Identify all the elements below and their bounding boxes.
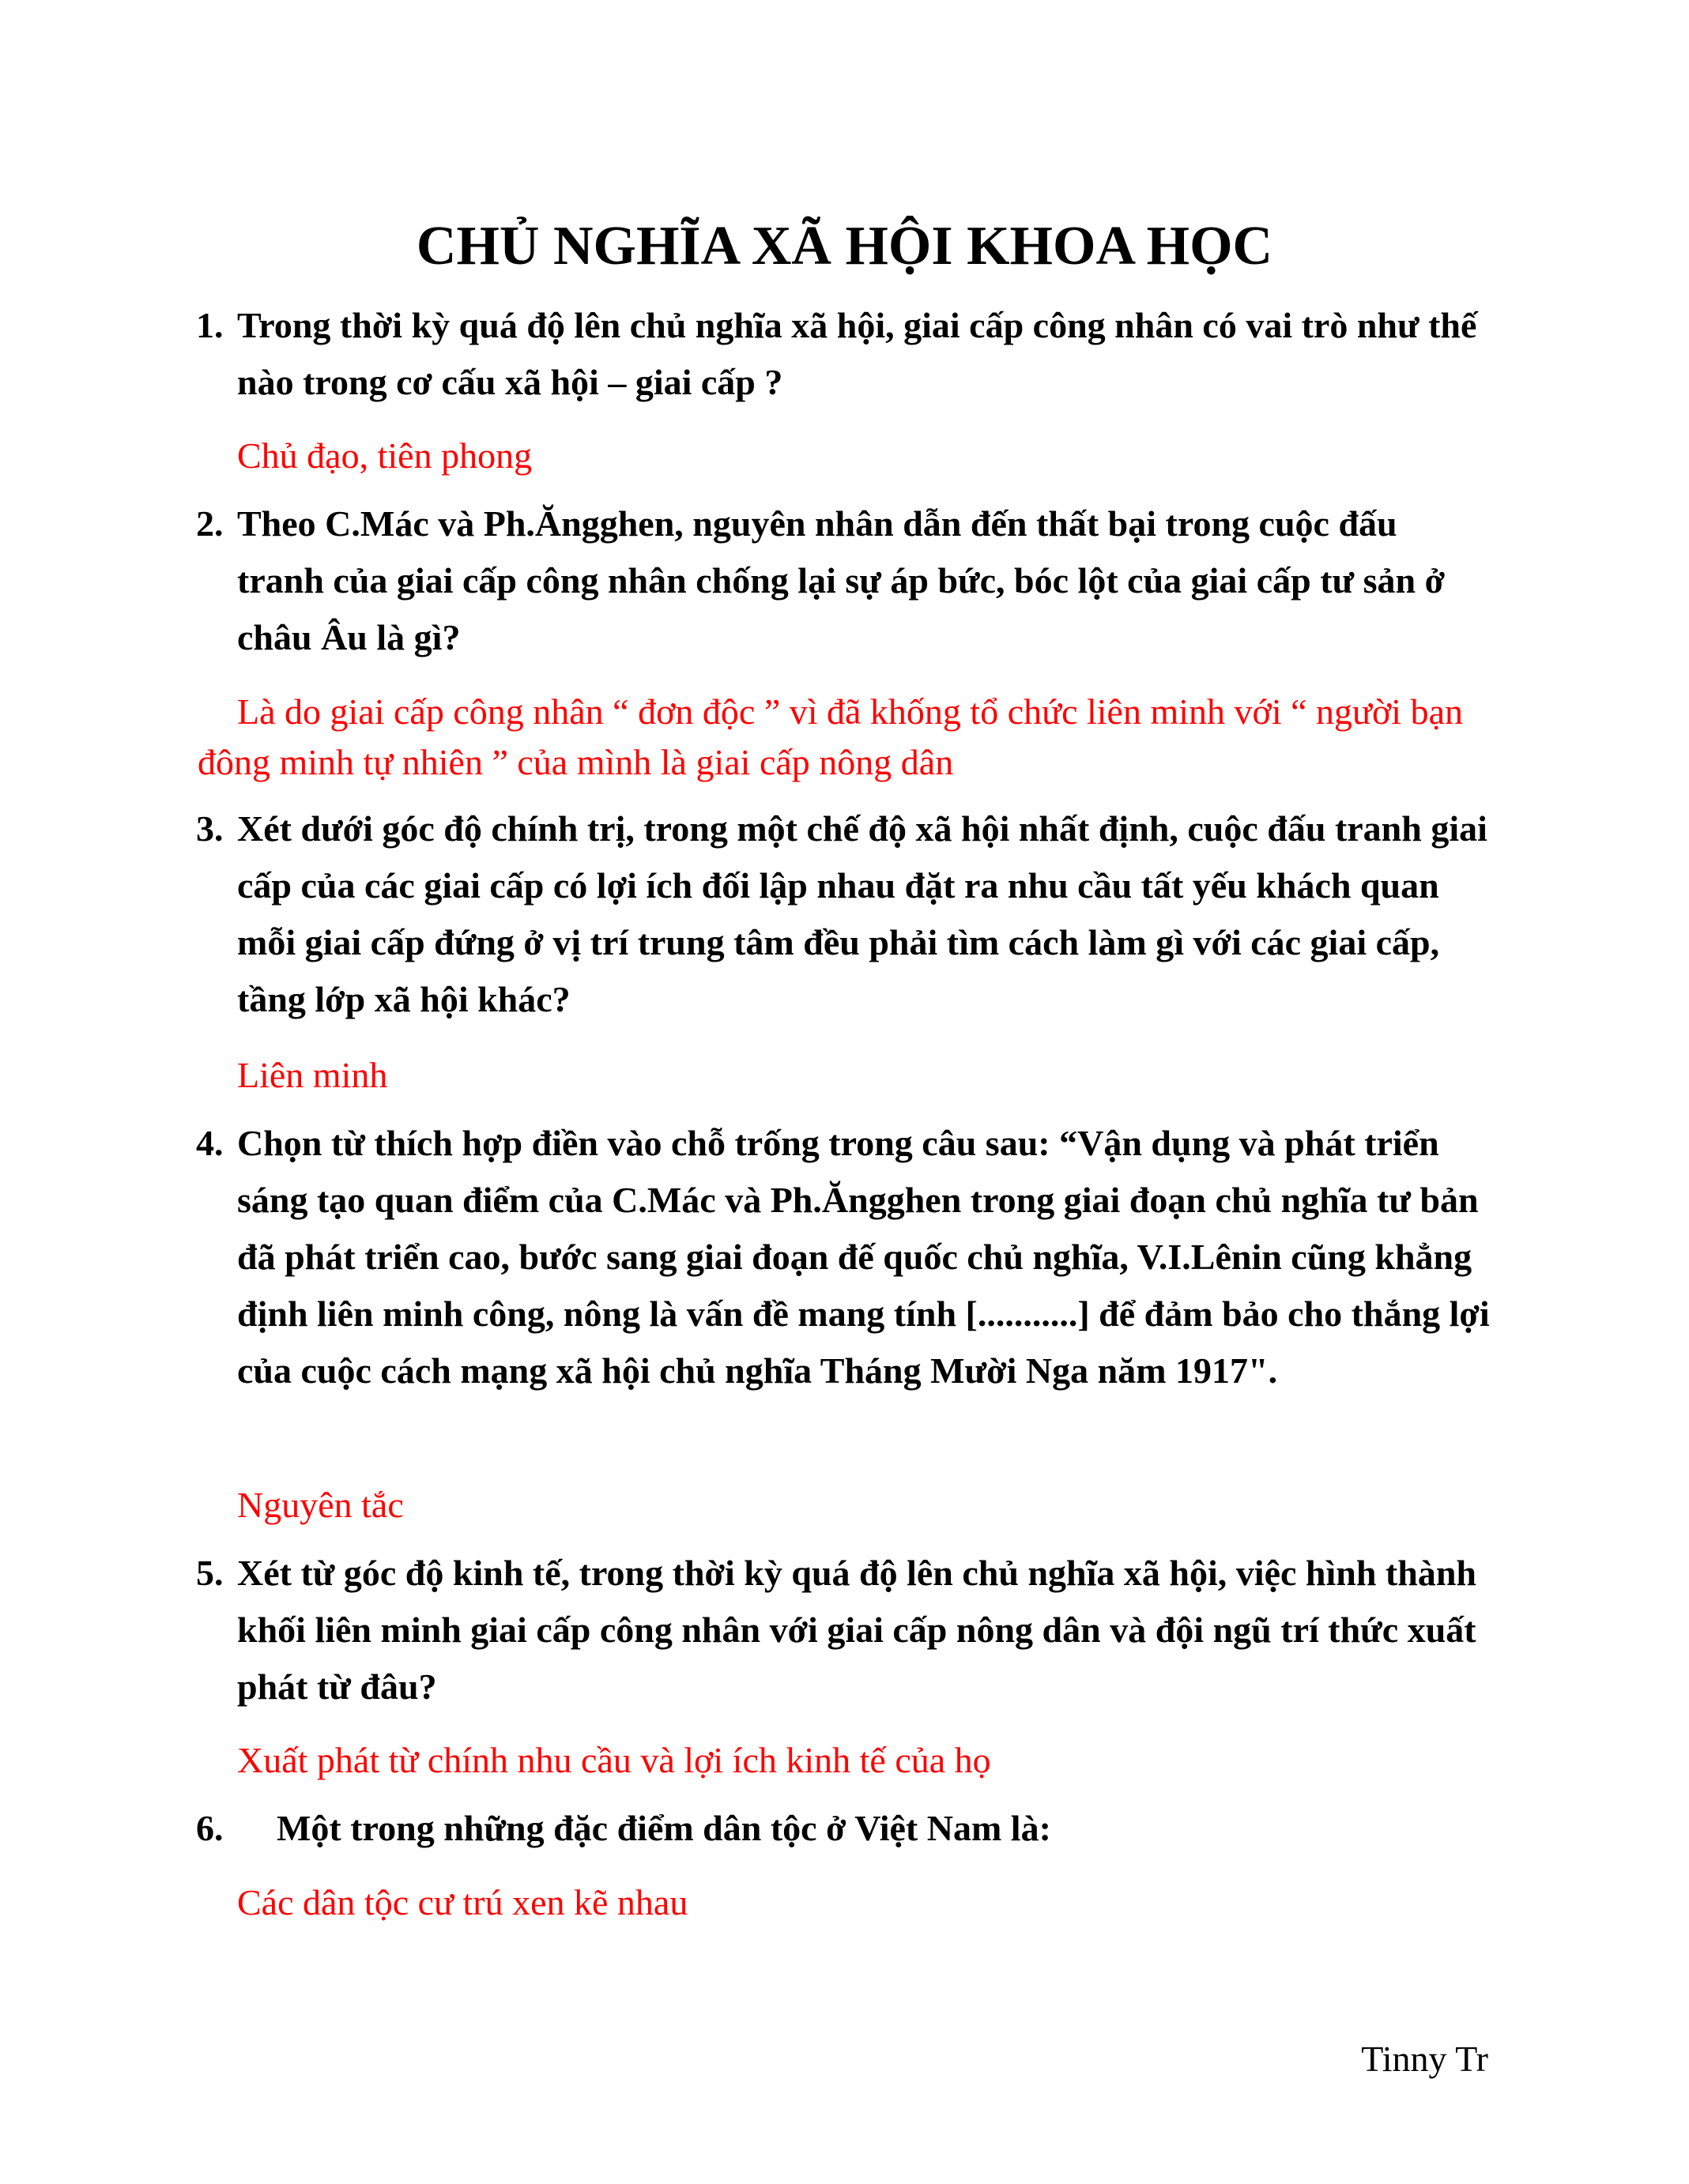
question-2 <box>196 495 1492 666</box>
question-text: Chọn từ thích hợp điền vào chỗ trống trong câu sau: “Vận dụng và phát triển sáng tạo quan điểm của C.Mác và Ph.Ăngghen trong giai đoạn chủ nghĩa tư bản đã phát triển cao, bước sang giai đoạn đế quốc chủ nghĩa, V.I.Lênin cũng khẳng định liên minh công, nông là vấn đề mang tính [...........] để đảm bảo cho thắng lợi của cuộc cách mạng xã hội chủ nghĩa Tháng Mười Nga năm 1917". <box>237 1123 1490 1391</box>
question-5 <box>196 1545 1492 1715</box>
question-number: 6. <box>196 1808 224 1848</box>
question-text: Trong thời kỳ quá độ lên chủ nghĩa xã hội, giai cấp công nhân có vai trò như thế nào trong cơ cấu xã hội – giai cấp ? <box>237 305 1477 402</box>
question-text: Một trong những đặc điểm dân tộc ở Việt Nam là: <box>277 1808 1051 1848</box>
page-title: CHỦ NGHĨA XÃ HỘI KHOA HỌC <box>416 216 1273 277</box>
answer-2: Là do giai cấp công nhân “ đơn độc ” vì đã khống tổ chức liên minh với “ người bạn đông minh tự nhiên ” của mình là giai cấp nông dân <box>198 691 1463 782</box>
answer-5: Xuất phát từ chính nhu cầu và lợi ích kinh tế của họ <box>237 1740 991 1780</box>
question-text: Xét từ góc độ kinh tế, trong thời kỳ quá độ lên chủ nghĩa xã hội, việc hình thành khối liên minh giai cấp công nhân với giai cấp nông dân và đội ngũ trí thức xuất phát từ đâu? <box>237 1553 1476 1707</box>
footer-author: Tinny Tr <box>1361 2039 1488 2079</box>
question-6 <box>196 1800 1492 1857</box>
question-number: 1. <box>196 305 224 345</box>
question-number: 2. <box>196 503 224 544</box>
question-1 <box>196 297 1492 411</box>
question-4 <box>196 1115 1492 1399</box>
answer-1: Chủ đạo, tiên phong <box>237 435 533 476</box>
question-number: 5. <box>196 1553 224 1593</box>
question-number: 3. <box>196 808 224 849</box>
question-number: 4. <box>196 1123 224 1163</box>
answer-4: Nguyên tắc <box>237 1485 404 1525</box>
answer-3: Liên minh <box>237 1055 388 1095</box>
question-text: Xét dưới góc độ chính trị, trong một chế độ xã hội nhất định, cuộc đấu tranh giai cấp của các giai cấp có lợi ích đối lập nhau đặt ra nhu cầu tất yếu khách quan mỗi giai cấp đứng ở vị trí trung tâm đều phải tìm cách làm gì với các giai cấp, tầng lớp xã hội khác? <box>237 808 1487 1019</box>
question-text: Theo C.Mác và Ph.Ăngghen, nguyên nhân dẫn đến thất bại trong cuộc đấu tranh của giai cấp công nhân chống lại sự áp bức, bóc lột của giai cấp tư sản ở châu Âu là gì? <box>237 503 1446 657</box>
question-3 <box>196 800 1492 1028</box>
answer-6: Các dân tộc cư trú xen kẽ nhau <box>237 1882 688 1922</box>
